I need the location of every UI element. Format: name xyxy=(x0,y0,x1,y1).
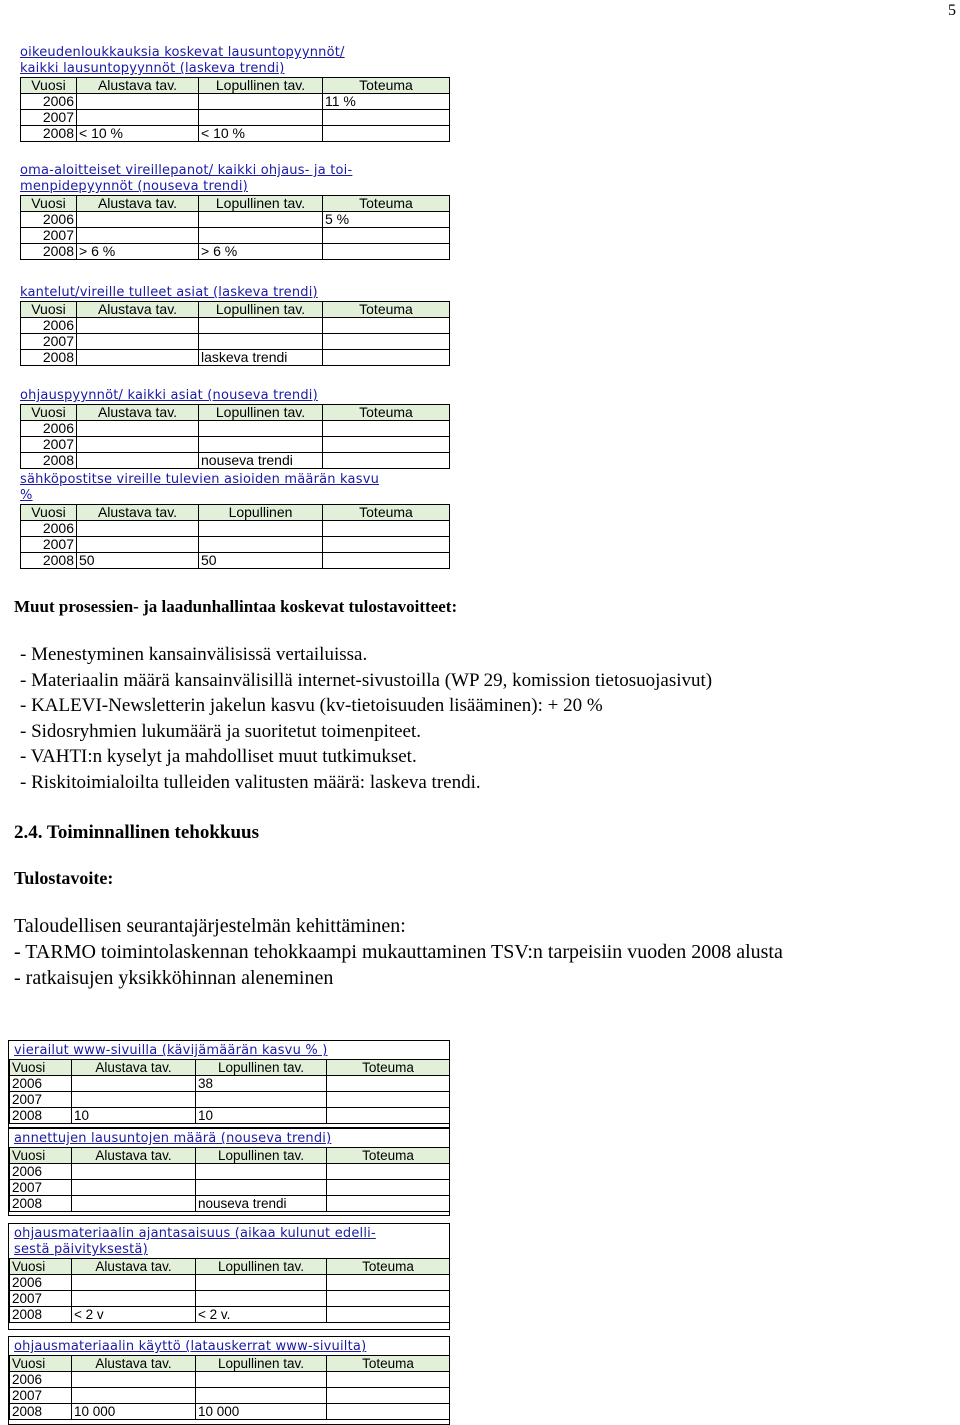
table-row xyxy=(21,350,450,366)
kpi-table-vireillepanot xyxy=(20,163,450,260)
table-row xyxy=(21,228,450,244)
table-row xyxy=(21,126,450,142)
table-cell: 10 000 xyxy=(72,1404,196,1420)
table-row xyxy=(21,521,450,537)
table-cell xyxy=(77,94,199,110)
list-item: - VAHTI:n kyselyt ja mahdolliset muut tutkimukset. xyxy=(20,746,417,767)
table-cell: 2007 xyxy=(21,228,77,244)
header-cell: Lopullinen tav. xyxy=(199,405,323,421)
table-cell xyxy=(199,334,323,350)
table-cell xyxy=(196,1291,327,1307)
table-cell: 10 xyxy=(196,1108,327,1124)
table-cell xyxy=(199,537,323,553)
table-cell xyxy=(323,537,450,553)
page-number: 5 xyxy=(948,2,956,19)
muut-list xyxy=(20,642,712,795)
table-cell xyxy=(196,1180,327,1196)
table-row xyxy=(21,94,450,110)
table-header-row xyxy=(21,302,450,318)
table-title: ohjausmateriaalin ajantasaisuus (aikaa kulunut edelli- sestä päivityksestä) xyxy=(14,1226,376,1257)
table-title: ohjausmateriaalin käyttö (latauskerrat www-sivuilta) xyxy=(14,1339,367,1354)
table-cell: < 2 v xyxy=(72,1307,196,1323)
table-cell xyxy=(199,228,323,244)
tehokkuus-text xyxy=(14,913,783,991)
table-row xyxy=(21,244,450,260)
table-row xyxy=(21,437,450,453)
kpi-table-kantelut xyxy=(20,285,450,366)
table-cell xyxy=(199,318,323,334)
table-title: vierailut www-sivuilla (kävijämäärän kasvu % ) xyxy=(14,1043,328,1058)
header-cell: Alustava tav. xyxy=(72,1356,196,1372)
table-cell: < 10 % xyxy=(77,126,199,142)
table-cell xyxy=(327,1291,450,1307)
table-cell: nouseva trendi xyxy=(196,1196,327,1212)
header-cell: Toteuma xyxy=(327,1259,450,1275)
table-cell xyxy=(323,318,450,334)
table-header-row xyxy=(21,196,450,212)
table-row xyxy=(10,1108,450,1124)
header-cell: Vuosi xyxy=(21,196,77,212)
table-cell xyxy=(72,1388,196,1404)
header-cell: Alustava tav. xyxy=(77,196,199,212)
table-title: ohjauspyynnöt/ kaikki asiat (nouseva trendi) xyxy=(20,388,318,403)
table-row xyxy=(10,1196,450,1212)
table-cell: 2008 xyxy=(21,350,77,366)
table-cell xyxy=(72,1164,196,1180)
table-row xyxy=(21,421,450,437)
header-cell: Toteuma xyxy=(323,78,450,94)
list-item: - Menestyminen kansainvälisissä vertailuissa. xyxy=(20,644,368,665)
header-cell: Vuosi xyxy=(10,1259,72,1275)
table-row xyxy=(10,1291,450,1307)
table-cell: 2007 xyxy=(21,437,77,453)
table-cell xyxy=(77,212,199,228)
table-cell: 2006 xyxy=(21,318,77,334)
table-header-row xyxy=(21,78,450,94)
table-cell xyxy=(196,1372,327,1388)
table-cell xyxy=(327,1108,450,1124)
table-row xyxy=(21,318,450,334)
table-cell: < 10 % xyxy=(199,126,323,142)
header-cell: Vuosi xyxy=(21,78,77,94)
kpi-box-vierailut xyxy=(8,1040,450,1128)
list-item: - Materiaalin määrä kansainvälisillä internet-sivustoilla (WP 29, komission tietosuojasivut) xyxy=(20,669,713,691)
table-cell xyxy=(77,421,199,437)
header-cell: Vuosi xyxy=(10,1356,72,1372)
kpi-table xyxy=(9,1147,450,1212)
text-line: - ratkaisujen yksikköhinnan aleneminen xyxy=(14,967,334,989)
header-cell: Lopullinen tav. xyxy=(196,1148,327,1164)
table-cell xyxy=(77,334,199,350)
table-cell: 2007 xyxy=(10,1180,72,1196)
table-cell: 10 xyxy=(72,1108,196,1124)
table-cell: 2007 xyxy=(10,1291,72,1307)
list-item: - Sidosryhmien lukumäärä ja suoritetut toimenpiteet. xyxy=(20,720,422,742)
table-cell: 2007 xyxy=(10,1388,72,1404)
table-cell xyxy=(323,228,450,244)
section-heading-tehokkuus: 2.4. Toiminnallinen tehokkuus xyxy=(14,822,259,843)
table-cell xyxy=(77,228,199,244)
table-cell xyxy=(199,421,323,437)
table-cell: 2007 xyxy=(21,110,77,126)
table-cell xyxy=(323,126,450,142)
kpi-table xyxy=(9,1355,450,1420)
header-cell: Toteuma xyxy=(323,505,450,521)
table-cell: 2006 xyxy=(21,421,77,437)
table-cell: < 2 v. xyxy=(196,1307,327,1323)
table-title: annettujen lausuntojen määrä (nouseva trendi) xyxy=(14,1131,332,1146)
header-cell: Vuosi xyxy=(21,505,77,521)
kpi-table-sahkoposti xyxy=(20,472,450,569)
table-header-row xyxy=(21,505,450,521)
table-cell: 2006 xyxy=(21,94,77,110)
table-cell: 2007 xyxy=(10,1092,72,1108)
table-cell xyxy=(77,537,199,553)
table-cell xyxy=(196,1092,327,1108)
kpi-table xyxy=(20,504,450,569)
header-cell: Toteuma xyxy=(327,1148,450,1164)
table-cell: 50 xyxy=(77,553,199,569)
table-title: sähköpostitse vireille tulevien asioiden määrän kasvu % xyxy=(20,472,380,503)
table-cell xyxy=(196,1275,327,1291)
header-cell: Toteuma xyxy=(323,302,450,318)
table-cell: 38 xyxy=(196,1076,327,1092)
table-header-row xyxy=(10,1060,450,1076)
table-cell xyxy=(327,1307,450,1323)
header-cell: Alustava tav. xyxy=(77,405,199,421)
table-cell xyxy=(323,437,450,453)
table-header-row xyxy=(10,1148,450,1164)
header-cell: Toteuma xyxy=(323,196,450,212)
table-cell: 2006 xyxy=(10,1372,72,1388)
table-cell xyxy=(77,437,199,453)
kpi-table xyxy=(20,77,450,142)
tulostavoite-label: Tulostavoite: xyxy=(14,868,114,888)
table-cell xyxy=(72,1076,196,1092)
table-cell: 2008 xyxy=(21,553,77,569)
header-cell: Lopullinen xyxy=(199,505,323,521)
text-line: Taloudellisen seurantajärjestelmän kehittäminen: xyxy=(14,915,406,937)
table-row xyxy=(21,553,450,569)
table-cell: 2006 xyxy=(10,1076,72,1092)
table-cell: > 6 % xyxy=(77,244,199,260)
table-cell xyxy=(323,521,450,537)
kpi-box-ajantasaisuus xyxy=(8,1223,450,1330)
header-cell: Alustava tav. xyxy=(72,1148,196,1164)
kpi-table xyxy=(20,301,450,366)
header-cell: Lopullinen tav. xyxy=(199,196,323,212)
table-row xyxy=(10,1307,450,1323)
table-row xyxy=(21,212,450,228)
header-cell: Vuosi xyxy=(21,405,77,421)
table-cell: 11 % xyxy=(323,94,450,110)
header-cell: Alustava tav. xyxy=(77,78,199,94)
table-title: oikeudenloukkauksia koskevat lausuntopyynnöt/ kaikki lausuntopyynnöt (laskeva trendi) xyxy=(20,45,345,76)
table-cell xyxy=(77,350,199,366)
table-row xyxy=(21,334,450,350)
kpi-table xyxy=(9,1258,450,1323)
header-cell: Toteuma xyxy=(323,405,450,421)
table-row xyxy=(10,1372,450,1388)
header-cell: Toteuma xyxy=(327,1356,450,1372)
table-cell xyxy=(323,453,450,469)
header-cell: Vuosi xyxy=(10,1148,72,1164)
header-cell: Vuosi xyxy=(21,302,77,318)
table-cell xyxy=(72,1180,196,1196)
header-cell: Alustava tav. xyxy=(72,1060,196,1076)
table-cell: 2008 xyxy=(10,1307,72,1323)
table-cell: 2007 xyxy=(21,537,77,553)
table-cell xyxy=(323,334,450,350)
header-cell: Alustava tav. xyxy=(77,302,199,318)
table-cell xyxy=(327,1388,450,1404)
table-cell: nouseva trendi xyxy=(199,453,323,469)
table-title: kantelut/vireille tulleet asiat (laskeva trendi) xyxy=(20,285,318,300)
kpi-table xyxy=(20,195,450,260)
table-cell: 2006 xyxy=(10,1275,72,1291)
table-cell xyxy=(199,521,323,537)
table-cell: 10 000 xyxy=(196,1404,327,1420)
header-cell: Lopullinen tav. xyxy=(199,302,323,318)
table-cell: 2008 xyxy=(10,1196,72,1212)
table-cell xyxy=(327,1076,450,1092)
header-cell: Lopullinen tav. xyxy=(196,1060,327,1076)
table-header-row xyxy=(10,1259,450,1275)
table-header-row xyxy=(21,405,450,421)
kpi-table xyxy=(9,1059,450,1124)
table-cell xyxy=(77,110,199,126)
table-cell xyxy=(199,110,323,126)
table-cell xyxy=(327,1275,450,1291)
table-cell xyxy=(199,437,323,453)
header-cell: Lopullinen tav. xyxy=(196,1356,327,1372)
text-line: - TARMO toimintolaskennan tehokkaampi mukauttaminen TSV:n tarpeisiin vuoden 2008 alusta xyxy=(14,941,783,963)
section-heading-muut: Muut prosessien- ja laadunhallintaa koskevat tulostavoitteet: xyxy=(14,597,458,616)
table-cell: 2006 xyxy=(21,521,77,537)
table-cell xyxy=(72,1275,196,1291)
table-row xyxy=(10,1164,450,1180)
table-cell xyxy=(72,1092,196,1108)
table-row xyxy=(10,1388,450,1404)
table-cell xyxy=(72,1196,196,1212)
header-cell: Vuosi xyxy=(10,1060,72,1076)
table-cell xyxy=(327,1196,450,1212)
kpi-box-kaytto xyxy=(8,1336,450,1425)
table-cell xyxy=(77,453,199,469)
table-cell: laskeva trendi xyxy=(199,350,323,366)
list-item: - KALEVI-Newsletterin jakelun kasvu (kv-tietoisuuden lisääminen): + 20 % xyxy=(20,695,603,716)
table-cell xyxy=(199,94,323,110)
table-cell xyxy=(72,1372,196,1388)
table-cell: 2008 xyxy=(21,126,77,142)
table-cell xyxy=(323,110,450,126)
list-item: - Riskitoimialoilta tulleiden valitusten määrä: laskeva trendi. xyxy=(20,771,481,793)
table-cell xyxy=(323,421,450,437)
table-row xyxy=(10,1404,450,1420)
table-cell: 2007 xyxy=(21,334,77,350)
header-cell: Lopullinen tav. xyxy=(196,1259,327,1275)
table-cell: 2008 xyxy=(21,453,77,469)
table-cell xyxy=(323,350,450,366)
kpi-box-lausunnot xyxy=(8,1128,450,1216)
table-cell: 50 xyxy=(199,553,323,569)
table-row xyxy=(10,1275,450,1291)
table-cell xyxy=(323,553,450,569)
table-cell xyxy=(327,1404,450,1420)
table-cell xyxy=(327,1180,450,1196)
table-cell xyxy=(77,318,199,334)
table-cell: 2008 xyxy=(10,1108,72,1124)
table-cell: 2008 xyxy=(10,1404,72,1420)
table-cell: 2006 xyxy=(10,1164,72,1180)
table-cell xyxy=(323,244,450,260)
kpi-table-lausuntopyynnot xyxy=(20,45,450,142)
table-cell xyxy=(327,1372,450,1388)
kpi-table-ohjauspyynnot xyxy=(20,388,450,469)
header-cell: Alustava tav. xyxy=(72,1259,196,1275)
table-cell: > 6 % xyxy=(199,244,323,260)
table-cell xyxy=(72,1291,196,1307)
header-cell: Toteuma xyxy=(327,1060,450,1076)
kpi-table xyxy=(20,404,450,469)
table-cell xyxy=(199,212,323,228)
table-cell xyxy=(196,1388,327,1404)
table-cell: 5 % xyxy=(323,212,450,228)
table-row xyxy=(10,1180,450,1196)
table-cell xyxy=(327,1164,450,1180)
table-cell: 2008 xyxy=(21,244,77,260)
table-row xyxy=(21,453,450,469)
table-row xyxy=(10,1076,450,1092)
header-cell: Alustava tav. xyxy=(77,505,199,521)
table-cell: 2006 xyxy=(21,212,77,228)
header-cell: Lopullinen tav. xyxy=(199,78,323,94)
table-row xyxy=(21,537,450,553)
table-cell xyxy=(327,1092,450,1108)
table-row xyxy=(21,110,450,126)
table-title: oma-aloitteiset vireillepanot/ kaikki ohjaus- ja toi- menpidepyynnöt (nouseva trendi) xyxy=(20,163,353,194)
table-row xyxy=(10,1092,450,1108)
table-cell xyxy=(196,1164,327,1180)
table-header-row xyxy=(10,1356,450,1372)
table-cell xyxy=(77,521,199,537)
